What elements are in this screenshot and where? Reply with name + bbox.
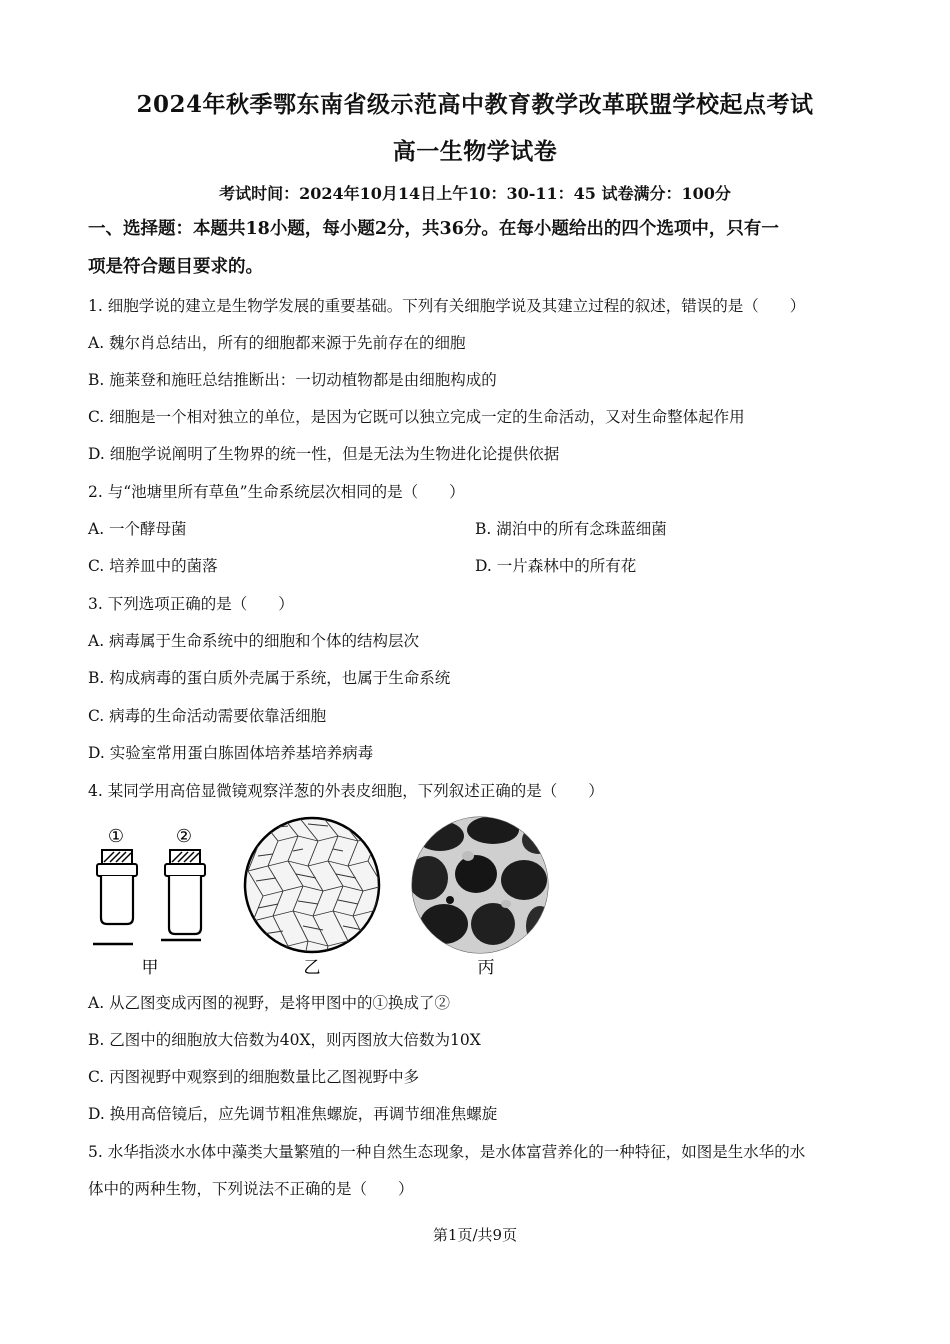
objective-lens-1 <box>93 826 137 944</box>
question-4-stem: 4. 某同学用高倍显微镜观察洋葱的外表皮细胞，下列叙述正确的是（ ） <box>88 782 604 800</box>
question-2-option-c: C. 培养皿中的菌落 <box>88 557 218 575</box>
figure-label-bing: 丙 <box>477 958 495 978</box>
question-2-stem: 2. 与“池塘里所有草鱼”生命系统层次相同的是（ ） <box>88 483 465 501</box>
paper-subtitle: 高一生物学试卷 <box>392 138 558 165</box>
high-power-field <box>408 816 554 956</box>
page-footer: 第1页/共9页 <box>432 1226 518 1244</box>
exam-title: 2024年秋季鄂东南省级示范高中教育教学改革联盟学校起点考试 <box>136 91 814 118</box>
question-3-option-a: A. 病毒属于生命系统中的细胞和个体的结构层次 <box>88 632 420 650</box>
section-heading <box>88 210 868 286</box>
objective-lens-2 <box>161 826 205 940</box>
figure-label-jia: 甲 <box>141 958 159 978</box>
question-4-option-d: D. 换用高倍镜后，应先调节粗准焦螺旋，再调节细准焦螺旋 <box>88 1105 498 1123</box>
question-3-option-b: B. 构成病毒的蛋白质外壳属于系统，也属于生命系统 <box>88 669 451 687</box>
question-3-option-d: D. 实验室常用蛋白胨固体培养基培养病毒 <box>88 744 374 762</box>
question-5-stem-line1: 5. 水华指淡水水体中藻类大量繁殖的一种自然生态现象，是水体富营养化的一种特征，如图是生水华的水 <box>88 1143 806 1161</box>
question-2-option-b: B. 湖泊中的所有念珠蓝细菌 <box>475 520 667 538</box>
question-2-option-a: A. 一个酵母菌 <box>88 520 187 538</box>
question-1-option-d: D. 细胞学说阐明了生物界的统一性，但是无法为生物进化论提供依据 <box>88 445 560 463</box>
question-3-option-c: C. 病毒的生命活动需要依靠活细胞 <box>88 707 327 725</box>
low-power-field <box>238 816 388 966</box>
lens-1-label: ① <box>107 826 125 847</box>
question-2-option-d: D. 一片森林中的所有花 <box>475 557 637 575</box>
question-4-option-a: A. 从乙图变成丙图的视野，是将甲图中的①换成了② <box>88 994 451 1012</box>
exam-info: 考试时间：2024年10月14日上午10：30-11：45 试卷满分：100分 <box>219 184 731 203</box>
question-3-stem: 3. 下列选项正确的是（ ） <box>88 595 294 613</box>
question-4-option-b: B. 乙图中的细胞放大倍数为40X，则丙图放大倍数为10X <box>88 1031 481 1049</box>
question-1-stem: 1. 细胞学说的建立是生物学发展的重要基础。下列有关细胞学说及其建立过程的叙述，错误的是（ ） <box>88 297 806 315</box>
section-heading-line1: 一、选择题：本题共18小题，每小题2分，共36分。在每小题给出的四个选项中，只有一 <box>88 219 779 239</box>
section-heading-line2: 项是符合题目要求的。 <box>88 257 263 277</box>
question-1-option-c: C. 细胞是一个相对独立的单位，是因为它既可以独立完成一定的生命活动，又对生命整体起作用 <box>88 408 745 426</box>
question-1-option-b: B. 施莱登和施旺总结推断出：一切动植物都是由细胞构成的 <box>88 371 497 389</box>
figure-label-yi: 乙 <box>303 958 321 978</box>
question-1-option-a: A. 魏尔肖总结出，所有的细胞都来源于先前存在的细胞 <box>88 334 466 352</box>
question-5-stem-line2: 体中的两种生物，下列说法不正确的是（ ） <box>88 1180 414 1198</box>
lens-2-label: ② <box>175 826 193 847</box>
microscope-figure <box>88 816 558 981</box>
microscope-figure-drawing <box>88 816 558 981</box>
question-4-option-c: C. 丙图视野中观察到的细胞数量比乙图视野中多 <box>88 1068 420 1086</box>
